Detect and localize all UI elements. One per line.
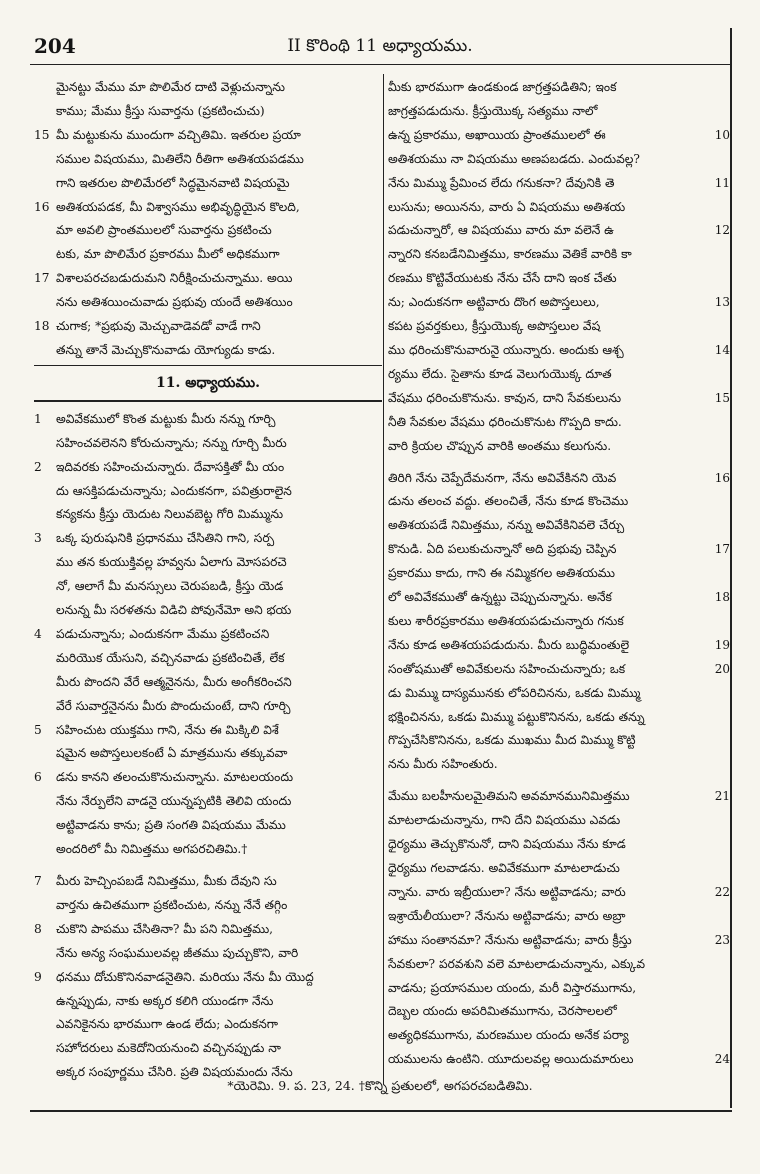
- line-text: చుకొని పాపము చేసితినా? మీ పని నిమిత్తము,: [56, 921, 274, 936]
- line-text: భక్షించినను, ఒకడు మిమ్ము పట్టుకొనినను, ఒకడు తన్ను: [388, 709, 645, 724]
- verse-number: 12: [714, 223, 730, 238]
- line-text: రణము కొట్టివేయుటకు నేను చేసే దాని ఇంక చేతు: [388, 271, 617, 286]
- footnote: *యెరెమి. 9. ప. 23, 24. †కొన్ని ప్రతులలో, అగపరచబడితిమి.: [227, 1078, 533, 1093]
- text-line: [388, 124, 730, 148]
- text-line: [34, 838, 382, 862]
- line-text: ఇశ్రాయేలీయులా? నేనును అట్టివాడను; వారు అబ్రా: [388, 908, 626, 923]
- text-line: [388, 148, 718, 172]
- verse-number: 16: [714, 470, 730, 485]
- line-text: మీ మట్టుకును ముందుగా వచ్చితిమి. ఇతరుల ప్రయా: [56, 127, 301, 142]
- line-text: నీతి సేవకుల వేషము ధరించుకొనుట గొప్పది కాదు.: [388, 414, 622, 429]
- paragraph-gap: [388, 459, 718, 467]
- line-text: గాని ఇతరుల పొలిమేరలో సిద్ధమైనవాటి విషయమై: [56, 175, 290, 190]
- text-line: [388, 833, 718, 857]
- line-text: వేరే సువార్తనైనను మీరు పొందుచుంటే, దాని గూర్చి: [56, 698, 291, 713]
- text-line: [388, 785, 730, 809]
- line-text: వేషము ధరించుకొనును. కావున, దాని సేవకులును: [388, 390, 622, 405]
- line-text: అతిశయము నా విషయము అణపబడదు. ఎందువల్ల?: [388, 151, 640, 166]
- line-text: నను అతిశయించువాడు ప్రభువు యందే అతిశయిం: [56, 295, 293, 310]
- right-lines-a: [388, 76, 730, 459]
- text-line: [34, 315, 382, 339]
- verse-number: 2: [34, 459, 42, 474]
- line-text: ప్రకారము కాదు, గాని ఈ నమ్మికగల అతిశయము: [388, 566, 615, 581]
- text-line: [388, 490, 718, 514]
- line-text: అట్టివాడను కాను; ప్రతి సంగతి విషయము మేము: [56, 818, 286, 833]
- text-line: [388, 1048, 730, 1072]
- verse-number: 1: [34, 411, 42, 426]
- verse-number: 17: [714, 542, 730, 557]
- line-text: విశాలపరచబడుదుమని నిరీక్షించుచున్నాము. అయి: [56, 271, 293, 286]
- line-text: తిరిగి నేను చెప్పేదేమనగా, నేను అవివేకినని యెవ: [388, 470, 617, 485]
- line-text: తన్ను తానే మెచ్చుకొనువాడు యోగ్యుడు కాడు.: [56, 342, 276, 357]
- left-top-lines: [34, 76, 382, 363]
- line-text: కాము; మేము క్రీస్తు సువార్తను (ప్రకటించుచు): [56, 103, 265, 118]
- text-columns: [30, 76, 730, 1078]
- line-text: అతిశయపడక, మీ విశ్వాసము అభివృద్ధియైన కొలది,: [56, 199, 300, 214]
- line-text: మా అవలి ప్రాంతములలో సువార్తను ప్రకటించు: [56, 223, 272, 238]
- line-text: పడుచున్నారో, ఆ విషయము వారు మా వలెనే ఉ: [388, 223, 614, 238]
- text-line: [388, 953, 718, 977]
- text-line: [34, 196, 382, 220]
- verse-number: 4: [34, 626, 42, 641]
- text-line: [388, 76, 718, 100]
- line-text: టకు, మా పొలిమేర ప్రకారము మీలో అధికముగా: [56, 247, 280, 262]
- line-text: ఉన్న ప్రకారము, అఖాయియ ప్రాంతములలో ఈ: [388, 127, 606, 142]
- verse-number: 7: [34, 874, 42, 888]
- text-line: [388, 682, 718, 706]
- line-text: ఎవనికైనను భారముగా ఉండ లేదు; ఎందుకనగా: [56, 1017, 278, 1032]
- line-text: సహోదరులు మకెదోనియనుంచి వచ్చినప్పుడు నా: [56, 1041, 281, 1056]
- verse-number: 19: [714, 637, 730, 652]
- line-text: కొనుడి. ఏది పలుకుచున్నానో అది ప్రభువు చెప్పిన: [388, 542, 617, 557]
- text-line: [34, 148, 382, 172]
- line-text: డు మిమ్ము దాస్యమునకు లోపరిచినను, ఒకడు మిమ్ము: [388, 685, 641, 700]
- text-line: [34, 1013, 382, 1037]
- text-line: [388, 658, 730, 682]
- line-text: కపట ప్రవర్తకులు, క్రీస్తుయొక్క అపొస్తలుల వేష: [388, 319, 601, 334]
- verse-number: 17: [34, 271, 50, 286]
- right-column: [388, 76, 730, 1078]
- line-text: కన్యకను క్రీస్తు యెదుట నిలువబెట్ట గోరి మిమ్మును: [56, 507, 284, 522]
- line-text: వాడను; ప్రయాసముల యందు, మరీ విస్తారముగాను,: [388, 980, 637, 995]
- verse-number: 13: [714, 295, 730, 310]
- text-line: [388, 538, 730, 562]
- line-text: వార్తను ఉచితముగా ప్రకటించుట, నన్ను నేనే తగ్గిం: [56, 897, 288, 912]
- text-line: [388, 634, 730, 658]
- text-line: [388, 857, 718, 881]
- line-text: న్నాను. వారు ఇబ్రీయులా? నేను అట్టివాడను; వారు: [388, 884, 626, 899]
- text-line: [388, 1024, 718, 1048]
- bottom-rule: [30, 1110, 732, 1112]
- line-text: మేము బలహీనులమైతిమని అవమానమునిమిత్తము: [388, 789, 630, 804]
- verse-number: 20: [714, 661, 730, 676]
- line-text: దెబ్బల యందు అపరిమితముగాను, చెరసాలలలో: [388, 1004, 617, 1019]
- text-line: [34, 480, 382, 504]
- text-line: [388, 881, 730, 905]
- text-line: [34, 766, 382, 790]
- verse-number: 10: [714, 127, 730, 142]
- text-line: [388, 729, 718, 753]
- line-text: వారి క్రియల చొప్పున వారికి అంతము కలుగును.: [388, 438, 612, 453]
- text-line: [34, 243, 382, 267]
- line-text: మరియొక యేసుని, వచ్చినవాడు ప్రకటించితే, లేక: [56, 650, 285, 665]
- line-text: అతిశయపడే నిమిత్తము, నన్ను అవివేకినివలె చేర్చు: [388, 518, 625, 533]
- text-line: [388, 1000, 718, 1024]
- text-line: [388, 196, 718, 220]
- line-text: జాగ్రత్తపడుదును. క్రీస్తుయొక్క సత్యము నాలో: [388, 103, 598, 118]
- line-text: సహించవలెనని కోరుచున్నాను; నన్ను గూర్చి మీరు: [56, 435, 287, 450]
- paragraph-gap: [34, 862, 382, 870]
- left-column: [34, 76, 382, 1078]
- line-text: నను మీరు సహింతురు.: [388, 757, 498, 772]
- text-line: [388, 905, 718, 929]
- verse-number: 5: [34, 722, 42, 737]
- text-line: [34, 918, 382, 942]
- line-text: గొప్పచేసికొనినను, ఒకడు ముఖము మీద మిమ్ము కొట్టి: [388, 733, 636, 748]
- text-line: [388, 435, 718, 459]
- text-line: [388, 929, 730, 953]
- line-text: ధైర్యము తెచ్చుకొనునో, దాని విషయము నేను కూడ: [388, 837, 626, 852]
- line-text: కులు శారీరప్రకారము అతిశయపడుచున్నారు గనుక: [388, 613, 624, 628]
- text-line: [388, 586, 730, 610]
- line-text: ఒక్క పురుషునికి ప్రధానము చేసితిని గాని, సర్ప: [56, 531, 275, 546]
- line-text: నో, ఆలాగే మీ మనస్సులు చెరుపబడి, క్రీస్తు యెడ: [56, 579, 284, 594]
- line-text: డను కానని తలంచుకొనుచున్నాను. మాటలయందు: [56, 770, 294, 785]
- text-line: [34, 408, 382, 432]
- text-line: [34, 599, 382, 623]
- line-text: దు ఆసక్తిపడుచున్నాను; ఎందుకనగా, పవిత్రురాలైన: [56, 483, 292, 498]
- verse-number: 14: [714, 342, 730, 357]
- text-line: [388, 172, 730, 196]
- text-line: [34, 267, 382, 291]
- text-line: [34, 671, 382, 695]
- verse-number: 8: [34, 921, 42, 936]
- verse-number: 22: [714, 884, 730, 899]
- page-number: 204: [34, 34, 76, 58]
- line-text: ధనము దోచుకొనినవాడనైతిని. మరియు నేను మీ యొద్ద: [56, 969, 314, 984]
- text-line: [34, 503, 382, 527]
- line-text: నేను మిమ్ము ప్రేమించ లేదు గనుకనా? దేవునికి తె: [388, 175, 615, 190]
- verse-number: 3: [34, 531, 42, 546]
- text-line: [34, 814, 382, 838]
- line-text: ము ధరించుకొనువారునై యున్నారు. అందుకు ఆశ్చ: [388, 342, 624, 357]
- line-text: యములను ఉంటిని. యూదులవల్ల అయిదుమారులు: [388, 1052, 634, 1067]
- text-line: [34, 100, 382, 124]
- paragraph-gap: [388, 777, 718, 785]
- line-text: మీకు భారముగా ఉండకుండ జాగ్రత్తపడితిని; ఇంక: [388, 80, 617, 94]
- line-text: అక్కర సంపూర్ణము చేసిరి. ప్రతి విషయమందు నేను: [56, 1065, 293, 1080]
- line-text: సహించుట యుక్తము గాని, నేను ఈ మిక్కిలి విశే: [56, 722, 279, 737]
- line-text: చుగాక; *ప్రభువు మెచ్చువాడెవడో వాడే గాని: [56, 319, 261, 334]
- text-line: [34, 990, 382, 1014]
- text-line: [34, 339, 382, 363]
- text-line: [34, 172, 382, 196]
- line-text: అందరిలో మీ నిమిత్తము అగపరచితిమి.†: [56, 842, 248, 857]
- text-line: [388, 977, 718, 1001]
- line-text: నేను అన్య సంఘములవల్ల జీతము పుచ్చుకొని, వారి: [56, 945, 299, 960]
- text-line: [388, 315, 718, 339]
- line-text: డును తలంచ వద్దు. తలంచితే, నేను కూడ కొంచెము: [388, 494, 629, 509]
- chapter-heading: 11. అధ్యాయము.: [156, 375, 260, 392]
- text-line: [34, 742, 382, 766]
- line-text: ధైర్యము గలవాడను. అవివేకముగా మాటలాడుచు: [388, 861, 620, 875]
- line-text: నేను నేర్పులేని వాడనై యున్నప్పటికి తెలివి యందు: [56, 794, 292, 809]
- text-line: [388, 339, 730, 363]
- verse-number: 15: [714, 390, 730, 405]
- text-line: [34, 966, 382, 990]
- text-line: [34, 527, 382, 551]
- line-text: షమైన అపొస్తలులకంటే ఏ మాత్రమును తక్కువవా: [56, 746, 288, 761]
- line-text: మైనట్టు మేము మా పొలిమేర దాటి వెళ్లుచున్నాను: [56, 80, 285, 94]
- verse-number: 16: [34, 199, 50, 214]
- verse-number: 21: [714, 789, 730, 804]
- right-lines-b: [388, 467, 730, 778]
- line-text: లుసును; అయినను, వారు ఏ విషయము అతిశయ: [388, 199, 626, 214]
- text-line: [34, 219, 382, 243]
- right-lines-c: [388, 785, 730, 1072]
- text-line: [34, 623, 382, 647]
- line-text: పడుచున్నాను; ఎందుకనగా మేము ప్రకటించని: [56, 626, 270, 641]
- text-line: [388, 467, 730, 491]
- line-text: అత్యధికముగాను, మరణముల యందు అనేక పర్యా: [388, 1028, 629, 1043]
- text-line: [34, 942, 382, 966]
- text-line: [34, 894, 382, 918]
- text-line: [388, 411, 718, 435]
- line-text: సముల విషయము, మితిలేని రీతిగా అతిశయపడము: [56, 151, 304, 166]
- chapter-rule-bottom: [34, 400, 382, 402]
- verse-number: 23: [714, 932, 730, 947]
- verse-number: 15: [34, 127, 50, 142]
- running-title: II కొరింథి 11 అధ్యాయము.: [287, 36, 473, 56]
- text-line: [34, 575, 382, 599]
- line-text: ము తన కుయుక్తివల్ల హవ్వను ఏలాగు మోసపరచె: [56, 555, 287, 570]
- verse-number: 11: [714, 175, 730, 190]
- text-line: [388, 243, 718, 267]
- text-line: [34, 647, 382, 671]
- text-line: [34, 719, 382, 743]
- text-line: [388, 809, 718, 833]
- line-text: ఉన్నప్పుడు, నాకు అక్కర కలిగి యుండగా నేను: [56, 993, 274, 1008]
- text-line: [34, 432, 382, 456]
- line-text: సంతోషముతో అవివేకులను సహించుచున్నారు; ఒక: [388, 661, 626, 676]
- line-text: లో అవివేకముతో ఉన్నట్టు చెప్పుచున్నాను. అనేక: [388, 590, 612, 605]
- text-line: [34, 456, 382, 480]
- text-line: [388, 291, 730, 315]
- line-text: హాము సంతానమా? నేనును అట్టివాడను; వారు క్రీస్తు: [388, 932, 632, 947]
- left-bottom-lines: [34, 408, 382, 862]
- line-text: సేవకులా? పరవశుని వలె మాటలాడుచున్నాను, ఎక్కువ: [388, 956, 646, 971]
- text-line: [34, 790, 382, 814]
- verse-number: 18: [34, 319, 50, 334]
- text-line: [388, 267, 718, 291]
- text-line: [388, 706, 718, 730]
- text-line: [388, 514, 718, 538]
- text-line: [34, 551, 382, 575]
- text-line: [34, 76, 382, 100]
- line-text: లనున్న మీ సరళతను విడిచి పోవునేమో అని భయ: [56, 603, 292, 618]
- text-line: [388, 219, 730, 243]
- line-text: ర్యము లేదు. సైతాను కూడ వెలుగుయొక్క దూత: [388, 366, 612, 381]
- line-text: ను; ఎందుకనగా అట్టివారు దొంగ అపొస్తలులు,: [388, 295, 600, 310]
- verse-number: 24: [714, 1052, 730, 1067]
- verse-number: 6: [34, 770, 42, 785]
- text-line: [388, 610, 718, 634]
- page-header: [30, 28, 730, 65]
- text-line: [388, 387, 730, 411]
- chapter-rule-top: [34, 365, 382, 367]
- left-para-lines: [34, 870, 382, 1085]
- text-line: [34, 870, 382, 894]
- line-text: మీరు పొందని వేరే ఆత్మనైనను, మీరు అంగీకరించని: [56, 674, 292, 689]
- text-line: [388, 753, 718, 777]
- text-line: [388, 100, 718, 124]
- verse-number: 9: [34, 969, 42, 984]
- text-line: [34, 1037, 382, 1061]
- line-text: న్నారని కనబడేనిమిత్తము, కారణము వెతికే వారికి కా: [388, 247, 632, 262]
- text-line: [34, 124, 382, 148]
- line-text: ఇదివరకు సహించుచున్నారు. దేవాసక్తితో మీ యం: [56, 459, 285, 474]
- text-line: [34, 695, 382, 719]
- line-text: మాటలాడుచున్నాను, గాని దేని విషయము ఎవడు: [388, 813, 621, 828]
- bible-page: [30, 28, 732, 1108]
- text-line: [388, 363, 718, 387]
- column-divider: [383, 74, 384, 1084]
- line-text: మీరు హెచ్చింపబడే నిమిత్తము, మీకు దేవుని సు: [56, 874, 277, 888]
- verse-number: 18: [714, 590, 730, 605]
- text-line: [388, 562, 718, 586]
- line-text: నేను కూడ అతిశయపడుదును. మీరు బుద్ధిమంతులై: [388, 637, 630, 652]
- text-line: [34, 291, 382, 315]
- line-text: అవివేకములో కొంత మట్టుకు మీరు నన్ను గూర్చి: [56, 411, 276, 426]
